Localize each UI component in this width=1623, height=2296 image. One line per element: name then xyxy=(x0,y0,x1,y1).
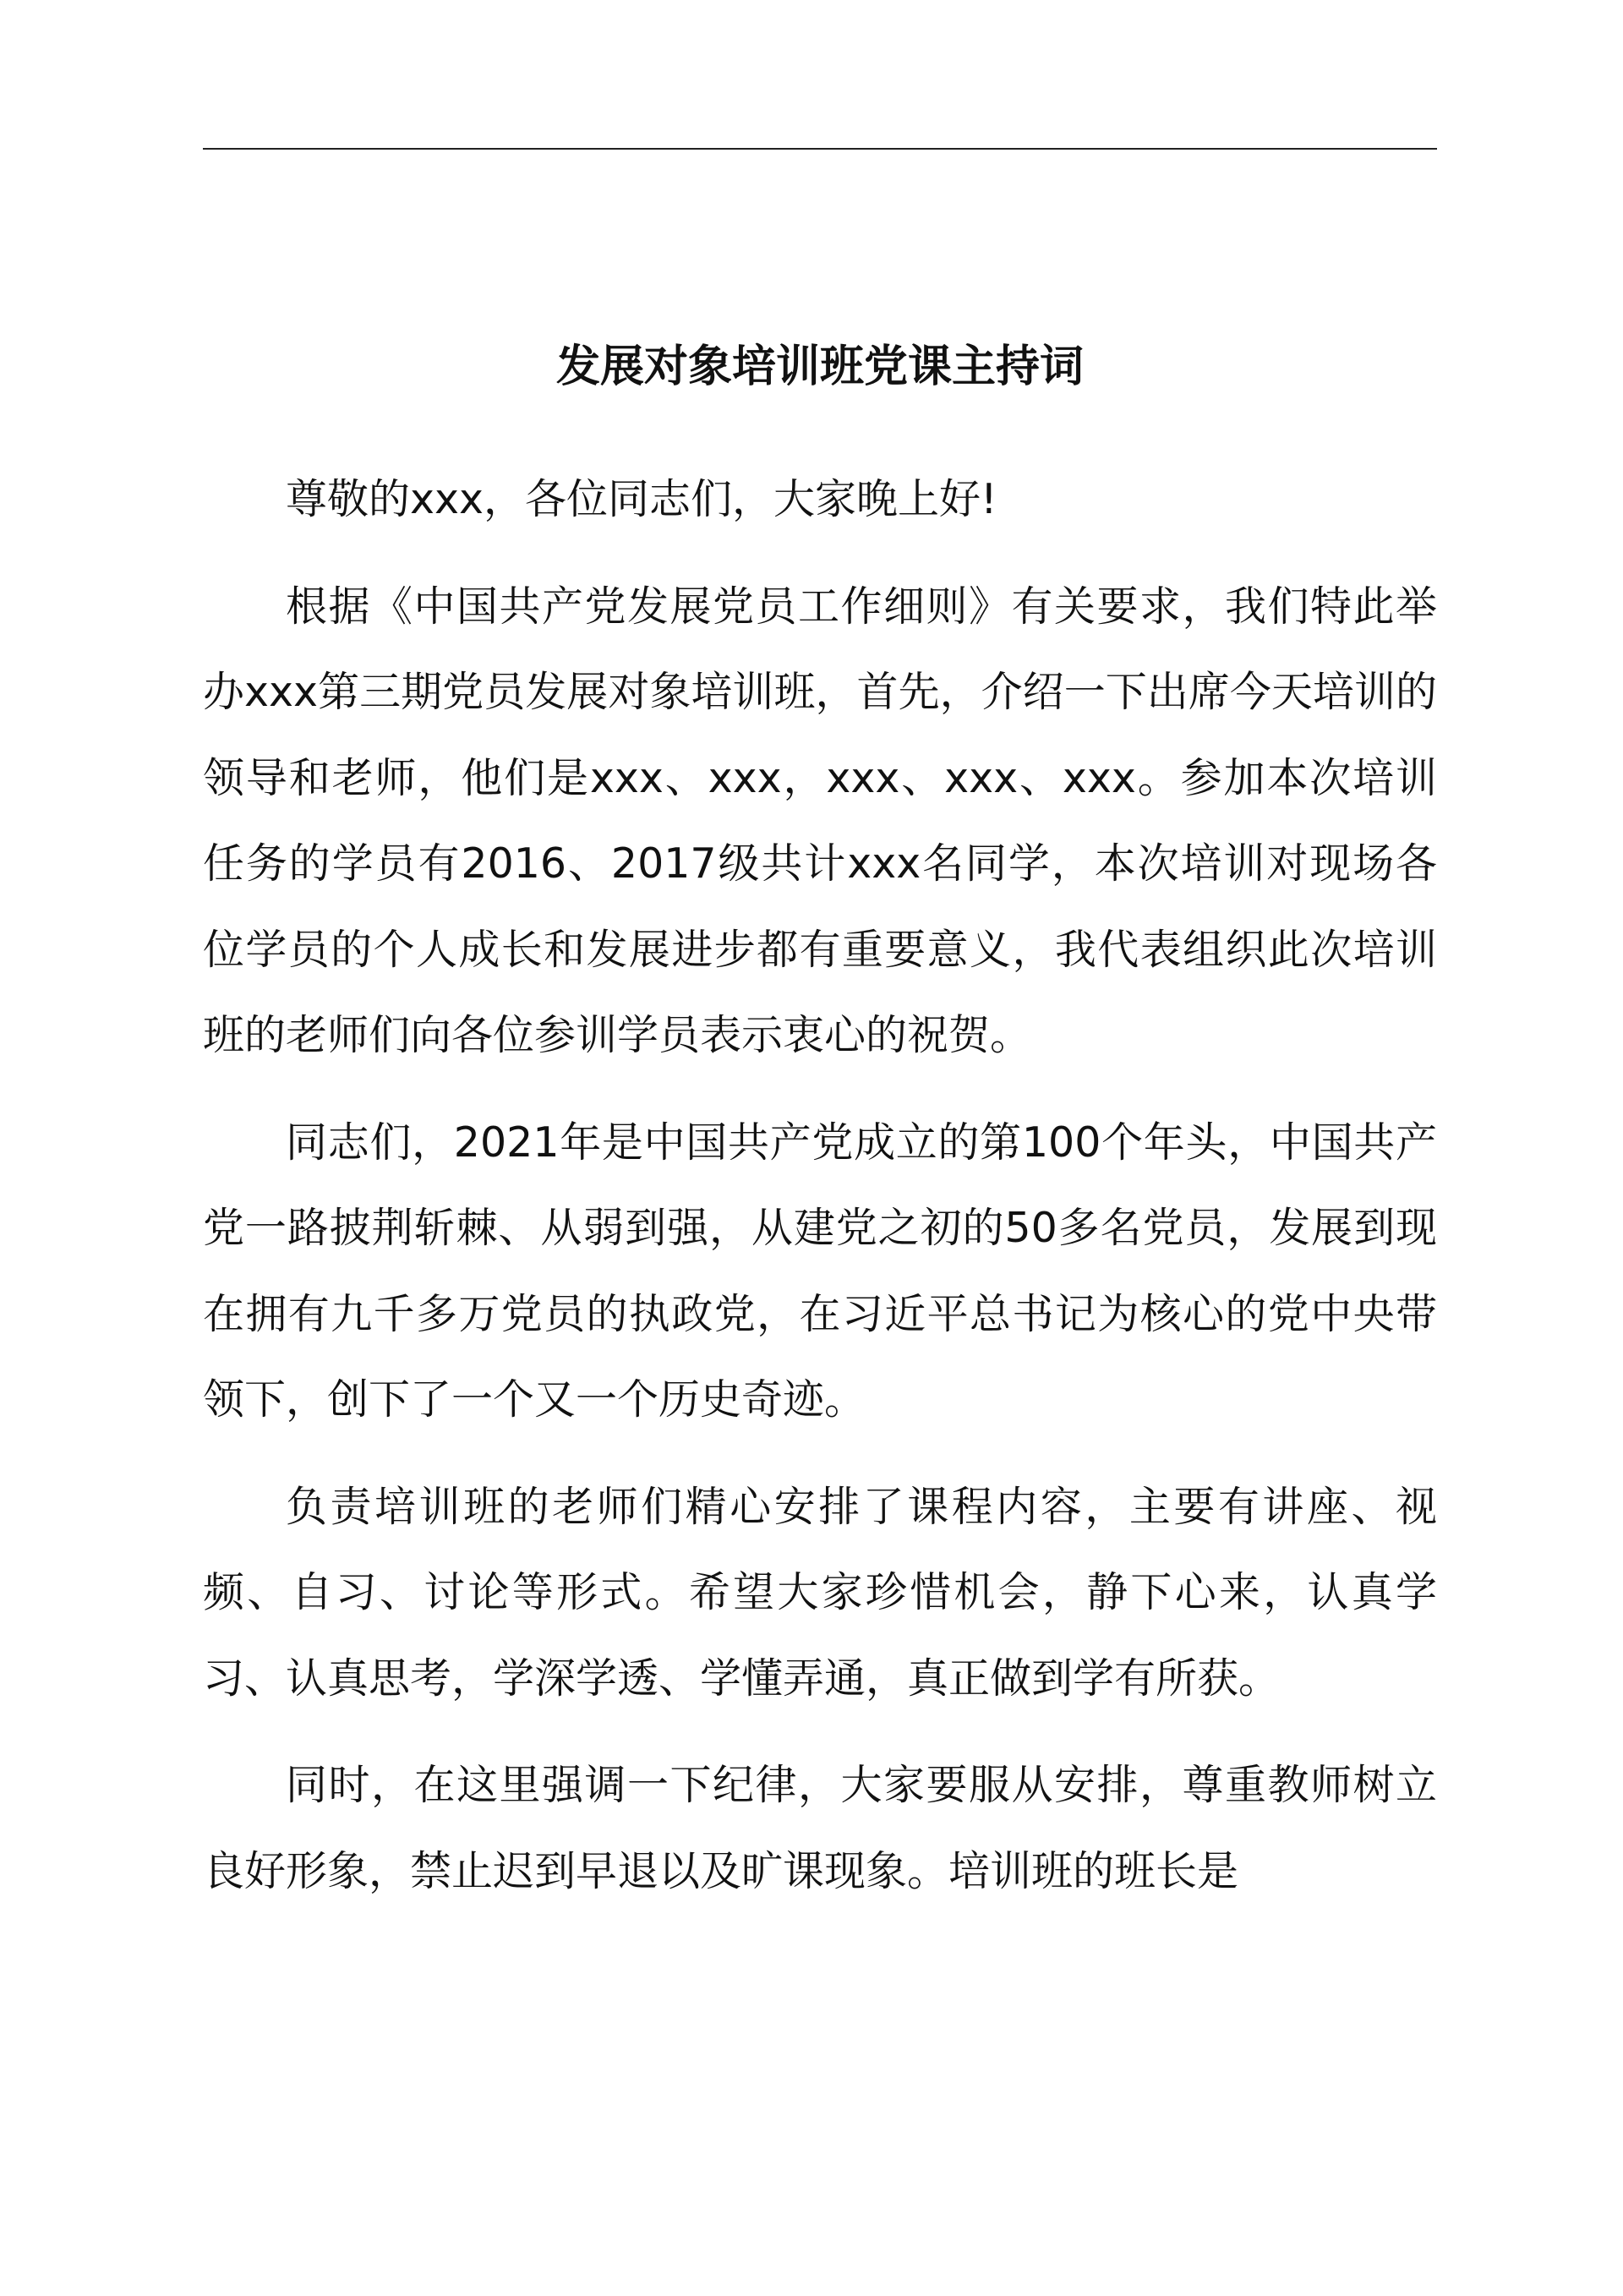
header-rule xyxy=(203,148,1437,150)
document-body xyxy=(203,456,1437,1935)
paragraph-party-history: 同志们，2021年是中国共产党成立的第100个年头，中国共产党一路披荆斩棘、从弱到强，从建党之初的50多名党员，发展到现在拥有九千多万党员的执政党，在习近平总书记为核心的党中央带领下，创下了一个又一个历史奇迹。 xyxy=(203,1118,1437,1424)
paragraph-introduction: 根据《中国共产党发展党员工作细则》有关要求，我们特此举办xxx第三期党员发展对象培训班，首先，介绍一下出席今天培训的领导和老师，他们是xxx、xxx，xxx、xxx、xxx。参加本次培训任务的学员有2016、2017级共计xxx名同学，本次培训对现场各位学员的个人成长和发展进步都有重要意义，我代表组织此次培训班的老师们向各位参训学员表示衷心的祝贺。 xyxy=(203,582,1437,1059)
paragraph-greeting: 尊敬的xxx，各位同志们，大家晚上好! xyxy=(286,475,997,523)
paragraph-course-content: 负责培训班的老师们精心安排了课程内容，主要有讲座、视频、自习、讨论等形式。希望大家珍惜机会，静下心来，认真学习、认真思考，学深学透、学懂弄通，真正做到学有所获。 xyxy=(203,1482,1437,1703)
paragraph-discipline: 同时，在这里强调一下纪律，大家要服从安排，尊重教师树立良好形象，禁止迟到早退以及旷课现象。培训班的班长是 xyxy=(203,1761,1437,1895)
document-title: 发展对象培训班党课主持词 xyxy=(555,342,1084,392)
